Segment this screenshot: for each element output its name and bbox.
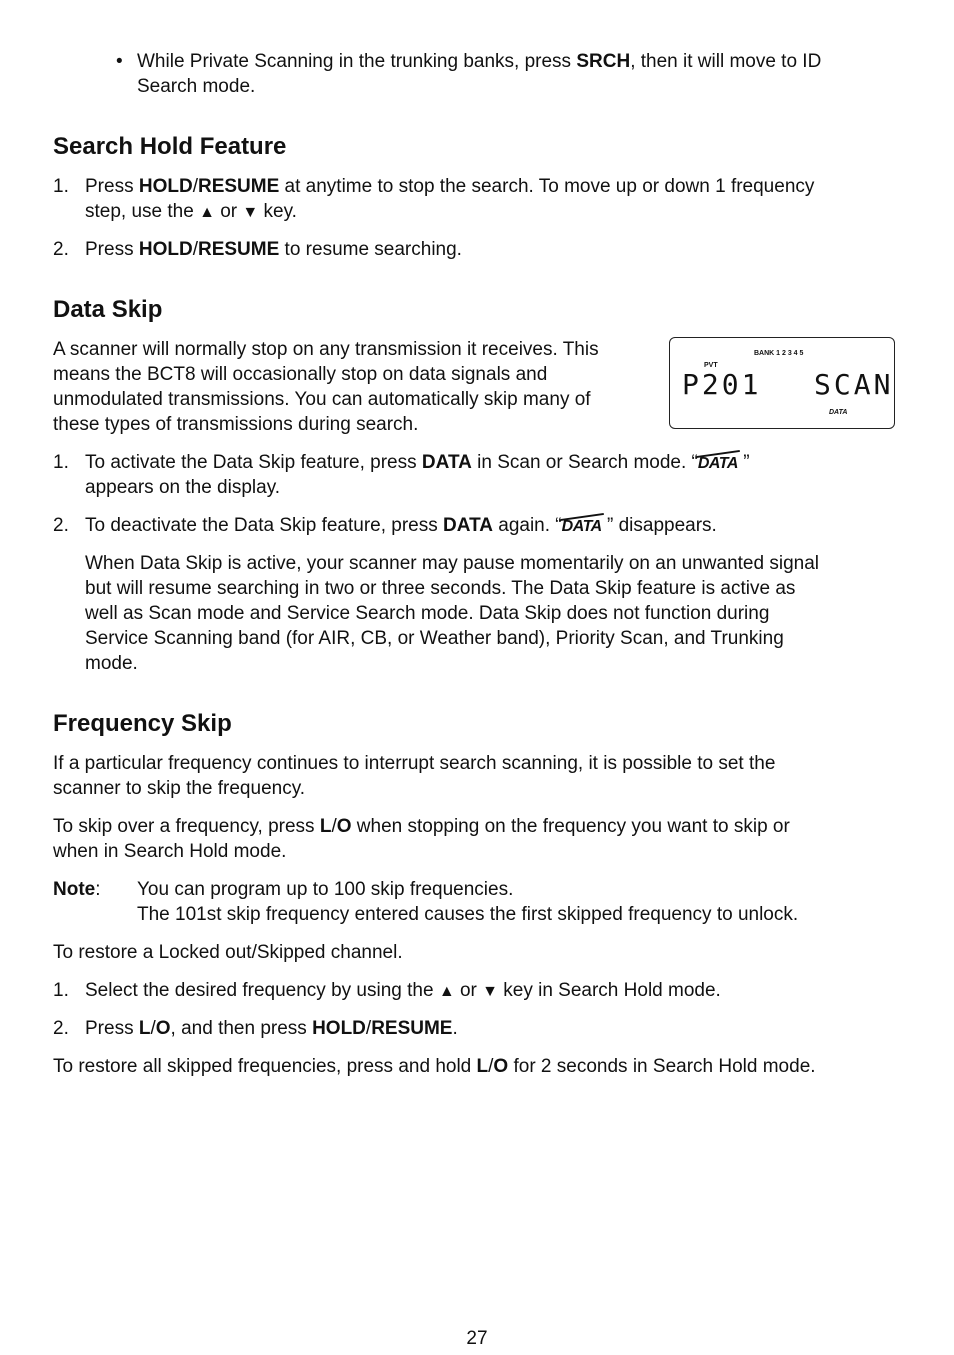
item-line	[85, 978, 900, 1004]
text: While Private Scanning in the trunking banks, press	[137, 51, 577, 72]
text: /	[488, 1056, 494, 1077]
text: , then it will move to ID	[630, 51, 822, 72]
item-number: 1.	[53, 452, 69, 473]
item-line	[85, 450, 900, 476]
text: or	[454, 980, 483, 1001]
item-line	[85, 174, 900, 199]
text: /	[192, 176, 198, 197]
item-line	[85, 1016, 900, 1041]
intro-line: means the BCT8 will occasionally stop on data signals and	[53, 364, 548, 385]
note-label-text: Note	[53, 879, 96, 900]
key-l: L	[476, 1056, 489, 1077]
intro-line-2: Search mode.	[137, 76, 256, 97]
para-line: when in Search Hold mode.	[53, 841, 287, 862]
text: at anytime to stop the search. To move up or down 1 frequency	[279, 176, 815, 197]
text: key.	[258, 201, 297, 222]
down-arrow-icon: ▼	[482, 983, 498, 1000]
lcd-channel-readout: P201	[682, 368, 762, 401]
key-o: O	[336, 816, 352, 837]
para-line: mode.	[85, 653, 138, 674]
text: key in Search Hold mode.	[497, 980, 721, 1001]
text: /	[150, 1018, 156, 1039]
para-line: well as Scan mode and Service Search mode. Data Skip does not function during	[85, 603, 770, 624]
text: /	[192, 239, 198, 260]
item-line	[85, 199, 900, 225]
text: in Scan or Search mode. “	[471, 452, 698, 473]
key-hold: HOLD	[138, 176, 193, 197]
lcd-bank-indicator: BANK 1 2 3 4 5	[754, 350, 804, 357]
text: Press	[85, 176, 139, 197]
text: Press	[85, 1018, 139, 1039]
data-indicator-icon: DATA	[562, 514, 602, 539]
intro-line: these types of transmissions during search.	[53, 414, 419, 435]
lcd-pvt-indicator: PVT	[704, 362, 718, 369]
text: , and then press	[170, 1018, 313, 1039]
item-number: 2.	[53, 239, 69, 260]
item-number: 2.	[53, 1018, 69, 1039]
key-data: DATA	[421, 452, 472, 473]
text: for 2 seconds in Search Hold mode.	[508, 1056, 816, 1077]
key-resume: RESUME	[197, 239, 280, 260]
para-line	[53, 814, 903, 839]
item-line	[85, 237, 900, 262]
text: step, use the	[85, 201, 200, 222]
para-line: but will resume searching in two or three seconds. The Data Skip feature is active as	[85, 578, 796, 599]
text: To deactivate the Data Skip feature, press	[85, 515, 444, 536]
note-line: You can program up to 100 skip frequencies.	[137, 879, 514, 900]
lcd-display-illustration	[669, 337, 895, 429]
text: ”	[737, 452, 750, 473]
para-line: When Data Skip is active, your scanner may pause momentarily on an unwanted signal	[85, 553, 819, 574]
text: to resume searching.	[279, 239, 462, 260]
intro-line-1	[137, 49, 917, 74]
key-o: O	[155, 1018, 171, 1039]
item-number: 1.	[53, 176, 69, 197]
text: when stopping on the frequency you want to skip or	[351, 816, 790, 837]
text: Press	[85, 239, 139, 260]
para-line: If a particular frequency continues to interrupt search scanning, it is possible to set the	[53, 753, 776, 774]
key-resume: RESUME	[197, 176, 280, 197]
key-l: L	[138, 1018, 151, 1039]
heading-frequency-skip: Frequency Skip	[53, 710, 232, 737]
lcd-mode-readout: SCAN	[814, 368, 894, 401]
lcd-data-indicator: DATA	[829, 409, 848, 416]
frequency-skip-p4	[53, 1054, 903, 1079]
up-arrow-icon: ▲	[199, 204, 215, 221]
para-line: Service Scanning band (for AIR, CB, or Weather band), Priority Scan, and Trunking	[85, 628, 784, 649]
text: or	[214, 201, 243, 222]
frequency-skip-p3: To restore a Locked out/Skipped channel.	[53, 942, 403, 963]
key-l: L	[319, 816, 332, 837]
text: .	[452, 1018, 458, 1039]
text: To restore all skipped frequencies, press and hold	[53, 1056, 477, 1077]
bullet-marker: •	[116, 51, 123, 72]
page-number: 27	[466, 1328, 488, 1349]
key-hold: HOLD	[312, 1018, 366, 1039]
key-data: DATA	[443, 515, 493, 536]
key-o: O	[493, 1056, 509, 1077]
up-arrow-icon: ▲	[438, 983, 455, 1000]
key-resume: RESUME	[371, 1018, 453, 1039]
para-line: scanner to skip the frequency.	[53, 778, 306, 799]
item-number: 1.	[53, 980, 69, 1001]
item-number: 2.	[53, 515, 69, 536]
intro-line: A scanner will normally stop on any transmission it receives. This	[53, 339, 599, 360]
note-label	[53, 877, 101, 902]
text: Select the desired frequency by using the	[85, 980, 439, 1001]
item-line: appears on the display.	[85, 477, 281, 498]
text: To skip over a frequency, press	[53, 816, 320, 837]
intro-line: unmodulated transmissions. You can automatically skip many of	[53, 389, 591, 410]
data-indicator-icon: DATA	[698, 451, 738, 476]
note-line: The 101st skip frequency entered causes the first skipped frequency to unlock.	[137, 904, 799, 925]
text: again. “	[492, 515, 562, 536]
text: To activate the Data Skip feature, press	[85, 452, 422, 473]
text: /	[365, 1018, 372, 1039]
down-arrow-icon: ▼	[242, 204, 259, 221]
text: ” disappears.	[601, 515, 717, 536]
key-hold: HOLD	[138, 239, 193, 260]
text: :	[95, 879, 101, 900]
heading-search-hold: Search Hold Feature	[53, 133, 287, 160]
key-srch: SRCH	[576, 51, 631, 72]
heading-data-skip: Data Skip	[53, 296, 163, 323]
item-line	[85, 513, 900, 539]
text: /	[331, 816, 337, 837]
